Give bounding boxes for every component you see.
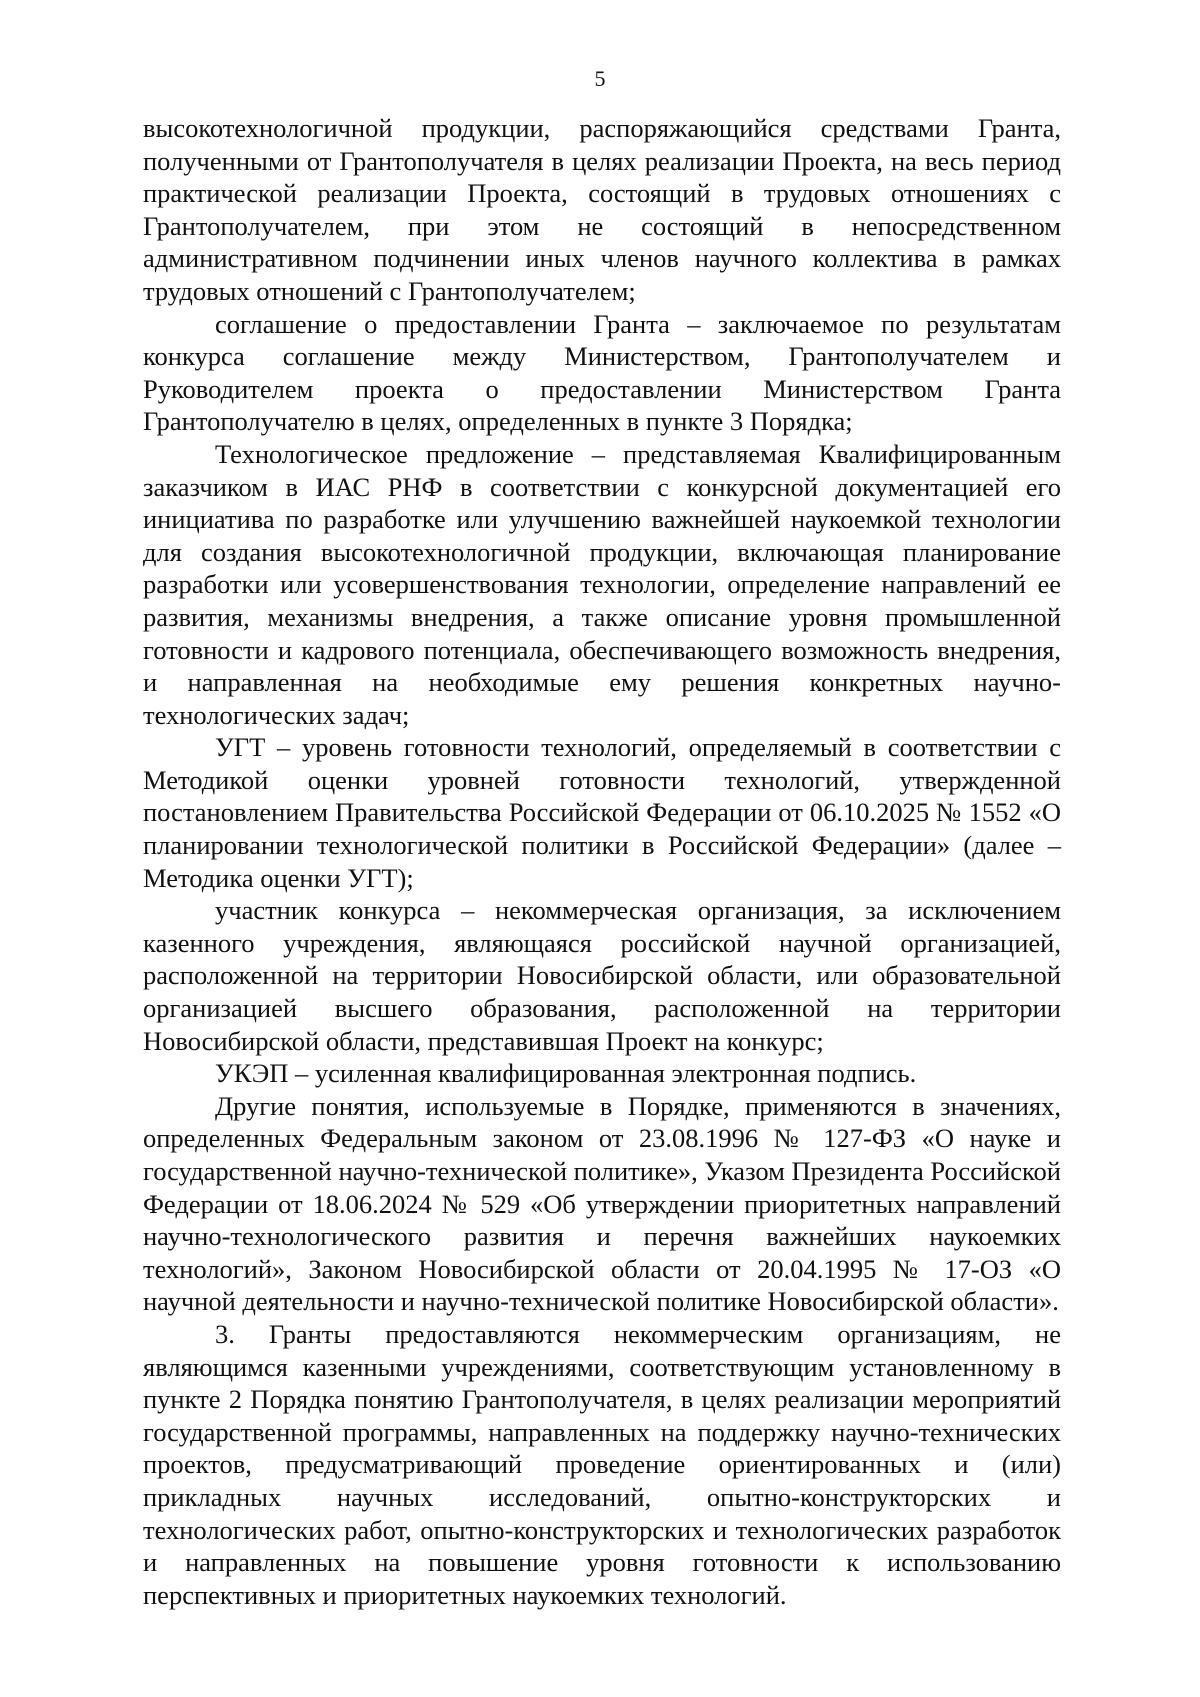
page-number: 5 [594,66,606,91]
paragraph-ugt: УГТ – уровень готовности технологий, определяемый в соответствии с Методикой оценки уровней готовности технологий, утвержденной постановлением Правительства Российской Федерации от 06.10.2025 № 1552 «О планировании технологической политики в Российской Федерации» (далее – Методика оценки УГТ); [143,732,1061,893]
paragraph-other-concepts: Другие понятия, используемые в Порядке, применяются в значениях, определенных Федеральным законом от 23.08.1996 № 127-ФЗ «О науке и государственной научно-технической политике», Указом Президента Российской Федерации от 18.06.2024 № 529 «Об утверждении приоритетных направлений научно-технологического развития и перечня важнейших наукоемких технологий», Законом Новосибирской области от 20.04.1995 № 17-ОЗ «О научной деятельности и научно-технической политике Новосибирской области». [143,1090,1061,1317]
paragraph-section-3: 3. Гранты предоставляются некоммерческим организациям, не являющимся казенными учреждениями, соответствующим установленному в пункте 2 Порядка понятию Грантополучателя, в целях реализации мероприятий государственной программы, направленных на поддержку научно-технических проектов, предусматривающий проведение ориентированных и (или) прикладных научных исследований, опытно-конструкторских и технологических работ, опытно-конструкторских и технологических разработок и направленных на повышение уровня готовности к использованию перспективных и приоритетных наукоемких технологий. [143,1318,1061,1610]
paragraph-contest-participant: участник конкурса – некоммерческая организация, за исключением казенного учреждения, являющаяся российской научной организацией, расположенной на территории Новосибирской области, или образовательной организацией высшего образования, расположенной на территории Новосибирской области, представившая Проект на конкурс; [143,895,1061,1056]
paragraph-continuation: высокотехнологичной продукции, распоряжающийся средствами Гранта, полученными от Грантополучателя в целях реализации Проекта, на весь период практической реализации Проекта, состоящий в трудовых отношениях с Грантополучателем, при этом не состоящий в непосредственном административном подчинении иных членов научного коллектива в рамках трудовых отношений с Грантополучателем; [143,113,1061,306]
paragraph-grant-agreement: соглашение о предоставлении Гранта – заключаемое по результатам конкурса соглашение между Министерством, Грантополучателем и Руководителем проекта о предоставлении Министерством Гранта Грантополучателю в целях, определенных в пункте 3 Порядка; [143,308,1061,437]
paragraph-ukep: УКЭП – усиленная квалифицированная электронная подпись. [215,1058,917,1089]
document-body [143,112,1061,1611]
paragraph-technological-proposal: Технологическое предложение – представляемая Квалифицированным заказчиком в ИАС РНФ в соответствии с конкурсной документацией его инициатива по разработке или улучшению важнейшей наукоемкой технологии для создания высокотехнологичной продукции, включающая планирование разработки или усовершенствования технологии, определение направлений ее развития, механизмы внедрения, а также описание уровня промышленной готовности и кадрового потенциала, обеспечивающего возможность внедрения, и направленная на необходимые ему решения конкретных научно-технологических задач; [143,438,1061,730]
